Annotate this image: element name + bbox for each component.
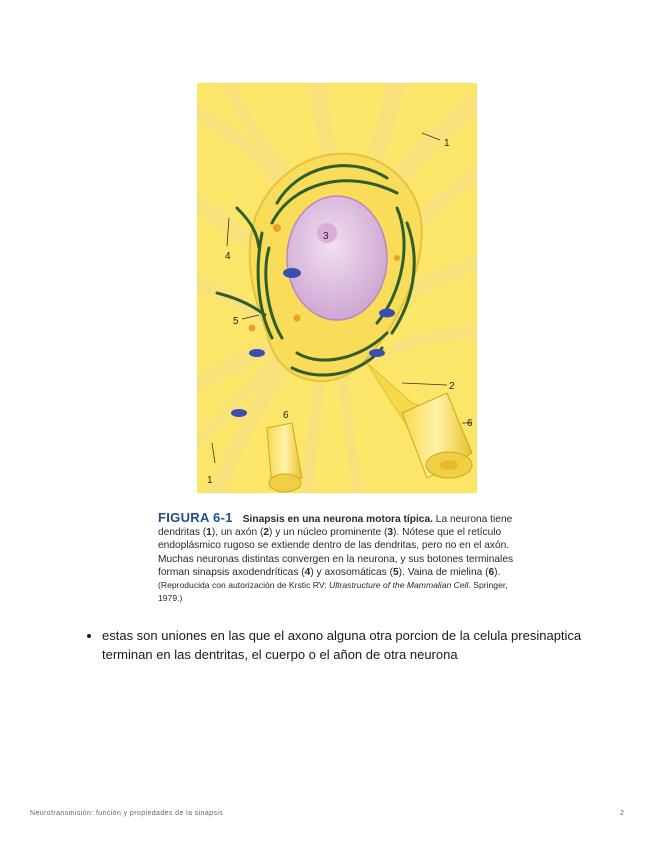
caption-text: ) y axosomáticas ( [310, 566, 393, 578]
caption-ref-3: 3 [387, 527, 394, 539]
label-dendrite-bottom: 1 [207, 475, 213, 486]
label-axosomatic: 5 [233, 316, 239, 327]
figure-caption [158, 511, 528, 605]
bullet-list [84, 626, 604, 664]
caption-ref-4: 4 [304, 566, 311, 578]
label-dendrite-top: 1 [444, 138, 450, 149]
footer-title: Neurotransmisión: función y propiedades de la sinapsis [30, 810, 224, 817]
figure-number: FIGURA 6-1 [158, 510, 233, 525]
caption-text: La neurona tiene dendritas ( [158, 514, 513, 539]
label-axodendritic: 4 [225, 251, 231, 262]
caption-text: ). Vaina de mielina ( [398, 566, 489, 578]
neuron-illustration [197, 83, 477, 493]
neuron-figure [197, 83, 477, 493]
label-nucleus: 3 [323, 231, 329, 242]
caption-text: ) y un núcleo prominente ( [269, 527, 388, 539]
label-myelin-small: 6 [283, 410, 289, 421]
nucleus [287, 196, 387, 320]
caption-ref-5: 5 [392, 566, 399, 578]
caption-ref-2: 2 [263, 527, 270, 539]
bullet-icon [87, 634, 91, 638]
figure-title: Sinapsis en una neurona motora típica. [242, 514, 433, 525]
caption-ref-6: 6 [488, 566, 495, 578]
caption-reference: Springer, 1979.) [158, 580, 508, 604]
caption-text: ). [494, 566, 501, 578]
caption-text: ), un axón ( [211, 527, 264, 539]
caption-text: ). Nótese que el retículo endoplásmico rugoso se extiende dentro de las dendritas, pero no en el axón. Muchas neuronas distintas convergen en la neurona, y sus botones terminales forman sinapsis axodendríticas ( [158, 527, 514, 578]
caption-reference: (Reproducida con autorización de Krstic RV: [158, 580, 330, 591]
caption-reference-title: Ultrastructure of the Mammalian Cell. [329, 580, 471, 591]
list-item [84, 626, 604, 664]
label-myelin-axon: 6 [467, 418, 473, 429]
caption-ref-1: 1 [206, 527, 212, 539]
list-item-text: estas son uniones en las que el axono alguna otra porcion de la celula presinaptica terminan en las dentritas, el cuerpo o el añon de otra neurona [102, 628, 582, 662]
page-number: 2 [620, 810, 624, 817]
label-axon: 2 [449, 381, 455, 392]
